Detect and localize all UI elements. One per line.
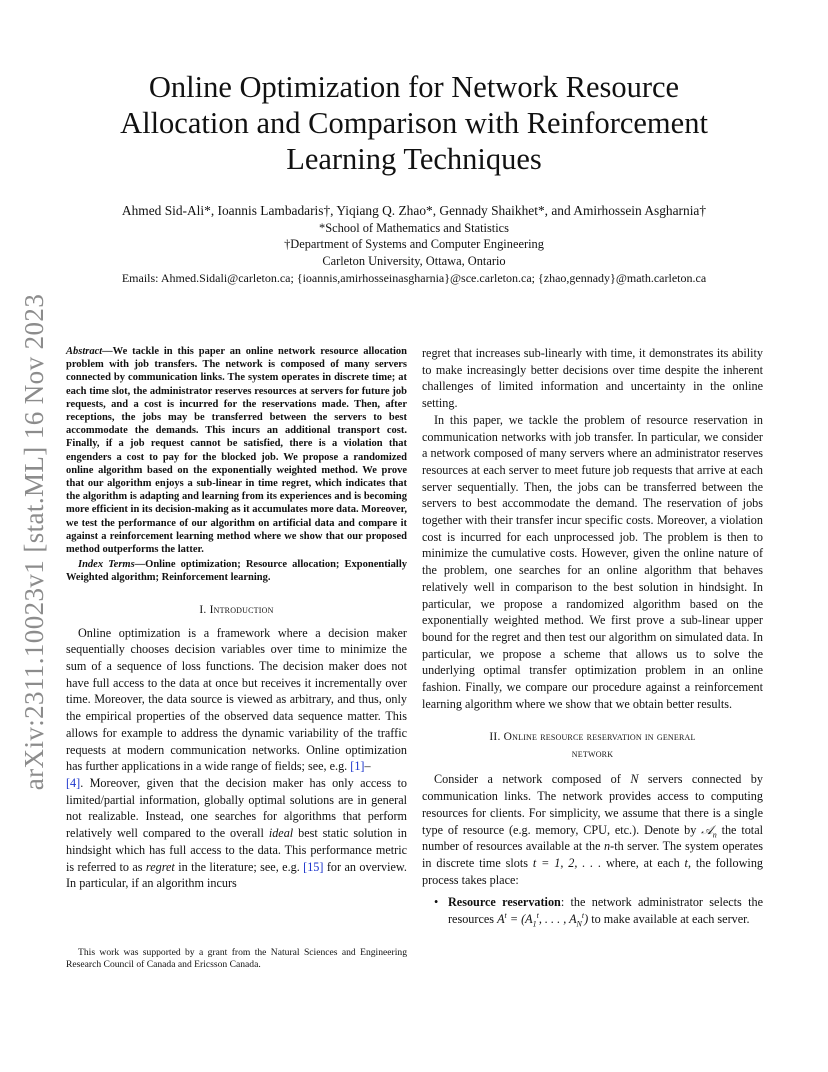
- math-t-sequence: t = 1, 2, . . .: [532, 855, 602, 870]
- math-A-symbol: 𝒜: [701, 822, 713, 837]
- bullet-dot: •: [434, 895, 439, 910]
- s2-text-e: where, at each: [601, 855, 685, 870]
- s2-text-a: Consider a network composed of: [434, 772, 631, 787]
- section-heading-introduction: [66, 602, 407, 619]
- arxiv-identifier-stamp: arXiv:2311.10023v1 [stat.ML] 16 Nov 2023: [19, 293, 49, 791]
- math-sup-t: t: [504, 911, 507, 921]
- citation-link-15[interactable]: [15]: [303, 859, 324, 874]
- abstract-text: —We tackle in this paper an online network resource allocation problem with job transfers. The network is composed of many servers connected by communication links. The system operates in discrete time; at each time slot, the administrator reserves resources at servers for future job requests, and a cost is incurred for the reservations made. Then, after receptions, the jobs may be transferred between the servers to best accommodate the demands. This incurs an additional transport cost. Finally, if a job request cannot be satisfied, there is a violation that engenders a cost to pay for the blocked job. We propose a randomized online algorithm based on the exponentially weighted method. We prove that our algorithm enjoys a sub-linear in time regret, which indicates that the algorithm is adapting and learning from its experiences and is becoming more efficient in its decision-making as it accumulates more data. Moreover, we test the performance of our algorithm on artificial data and compare it against a reinforcement learning method where we show that our proposed method outperforms the latter.: [66, 346, 407, 556]
- affiliation-engineering: †Department of Systems and Computer Engineering: [284, 237, 544, 251]
- bullet-text-b: to make available at each server.: [588, 912, 750, 927]
- intro-paragraph-continued: regret that increases sub-linearly with time, it demonstrates its ability to make increasingly better decisions over time despite the inherent challenges of limited information and uncertainty in the online setting.: [422, 346, 763, 411]
- intro-paragraph: [66, 625, 407, 892]
- section-title: Introduction: [209, 603, 274, 616]
- math-sup-t-1: t: [536, 911, 539, 921]
- citation-link-4[interactable]: [4]: [66, 775, 81, 790]
- section-numeral: I.: [199, 603, 210, 616]
- right-column: [422, 345, 763, 928]
- math-A-subscript: n: [712, 830, 717, 840]
- intro-text-d: in the literature; see, e.g.: [174, 859, 304, 874]
- section-title-line-2: network: [571, 748, 614, 761]
- math-A: A: [497, 912, 505, 927]
- bullet-resource-reservation: [422, 894, 763, 927]
- bullet-text-a: : the network administrator selects the resources: [448, 895, 764, 927]
- title-line-2: Allocation and Comparison with Reinforcement: [120, 106, 708, 140]
- s2-text-c: the total number of resources available at the: [422, 822, 763, 854]
- math-dots: , . . . , A: [538, 912, 577, 927]
- math-A-t-vector: [497, 911, 589, 929]
- intro-text-a: Online optimization is a framework where a decision maker sequentially chooses decision variables over time to minimize the sum of a sequence of loss functions. The decision maker does not have full access to the data at once but receives it incrementally over time. Moreover, the data source is viewed as arbitrary, and thus, only the empirical properties of the observed data sequence matter. This allows for example to address the dynamic variability of the traffic requests at modern communication networks. Online optimization has further applications in a wide range of fields; see, e.g.: [66, 625, 407, 774]
- intro-text-b: . Moreover, given that the decision maker has only access to limited/partial information, globally optimal solutions are in general not realizable. Instead, one searches for algorithms that perform relatively well compared to the overall: [66, 775, 407, 841]
- section2-paragraph: [422, 771, 763, 888]
- intro-paragraph-2: In this paper, we tackle the problem of resource reservation in communication networks with job transfer. In particular, we consider a network composed of many servers where an administrator reserves resources at each server to meet future job requests that arrive at each server sequentially. Then, the jobs can be transferred between the servers to best accommodate the demand. The reservation of jobs together with their transfer incur specific costs. Moreover, a violation cost is incurred for each unprocessed job. The problem is then to minimize the cumulative costs. However, given the online nature of the problem, one searches for an online algorithm that behaves relatively well in comparison to the best solution in hindsight. In particular, we propose a randomized algorithm based on the exponentially weighted method. We first prove a sub-linear upper bound for the regret and then test our algorithm on simulated data. In particular, we propose a scheme that allows us to solve the underlying optimal transfer optimization problem in an online fashion. Finally, we compare our procedure against a reinforcement learning algorithm where we show that we obtain better results.: [422, 412, 763, 711]
- s2-text-f: , the following process takes place:: [422, 855, 764, 887]
- paper-title: [60, 69, 768, 177]
- intro-text-c: best static solution in hindsight which has full access to the data. This performance metric is referred to as: [66, 826, 407, 874]
- math-sub-1: 1: [532, 919, 537, 929]
- section-numeral: II.: [489, 731, 504, 744]
- affiliation-math: *School of Mathematics and Statistics: [319, 221, 509, 235]
- math-A-n: [701, 822, 717, 840]
- author-list: Ahmed Sid-Ali*, Ioannis Lambadaris†, Yiqiang Q. Zhao*, Gennady Shaikhet*, and Amirhossein Asgharnia†: [121, 203, 707, 218]
- title-line-3: Learning Techniques: [286, 142, 542, 176]
- left-column: [66, 345, 407, 892]
- emphasis-regret: regret: [145, 859, 175, 874]
- math-t: t: [684, 855, 688, 870]
- math-sup-t-N: t: [581, 911, 585, 921]
- math-sub-N: N: [576, 919, 582, 929]
- index-terms: [66, 558, 407, 584]
- math-eq: = (A: [506, 912, 533, 927]
- math-close: ): [584, 912, 589, 927]
- math-N: N: [630, 772, 639, 787]
- abstract-lead: Abstract: [66, 346, 103, 357]
- citation-dash: –: [364, 759, 371, 774]
- index-terms-lead: Index Terms: [78, 559, 135, 571]
- bullet-heading: Resource reservation: [448, 895, 561, 910]
- author-emails: Emails: Ahmed.Sidali@carleton.ca; {ioannis,amirhosseinasgharnia}@sce.carleton.ca; {zhao,gennady}@math.carleton.ca: [121, 271, 707, 285]
- s2-text-b: servers connected by communication links. The network provides access to computing resources for clients. For simplicity, we assume that there is a single type of resource (e.g. memory, CPU, etc.). Denote by: [422, 772, 763, 837]
- emphasis-ideal: ideal: [268, 826, 294, 841]
- title-line-1: Online Optimization for Network Resource: [148, 70, 680, 104]
- section-title-line-1: Online resource reservation in general: [503, 731, 696, 744]
- affiliation-university: Carleton University, Ottawa, Ontario: [322, 254, 506, 268]
- section-heading-online-resource: [422, 729, 763, 763]
- s2-text-d: -th server. The system operates in discrete time slots: [422, 839, 763, 870]
- funding-footnote: This work was supported by a grant from the Natural Sciences and Engineering Research Council of Canada and Ericsson Canada.: [66, 947, 407, 970]
- abstract: [66, 345, 407, 556]
- intro-text-e: for an overview. In particular, if an algorithm incurs: [66, 859, 407, 891]
- math-n: n: [604, 839, 611, 854]
- index-terms-text: —Online optimization; Resource allocation; Exponentially Weighted algorithm; Reinforcement learning.: [66, 559, 407, 584]
- citation-link-1[interactable]: [1]: [350, 759, 365, 774]
